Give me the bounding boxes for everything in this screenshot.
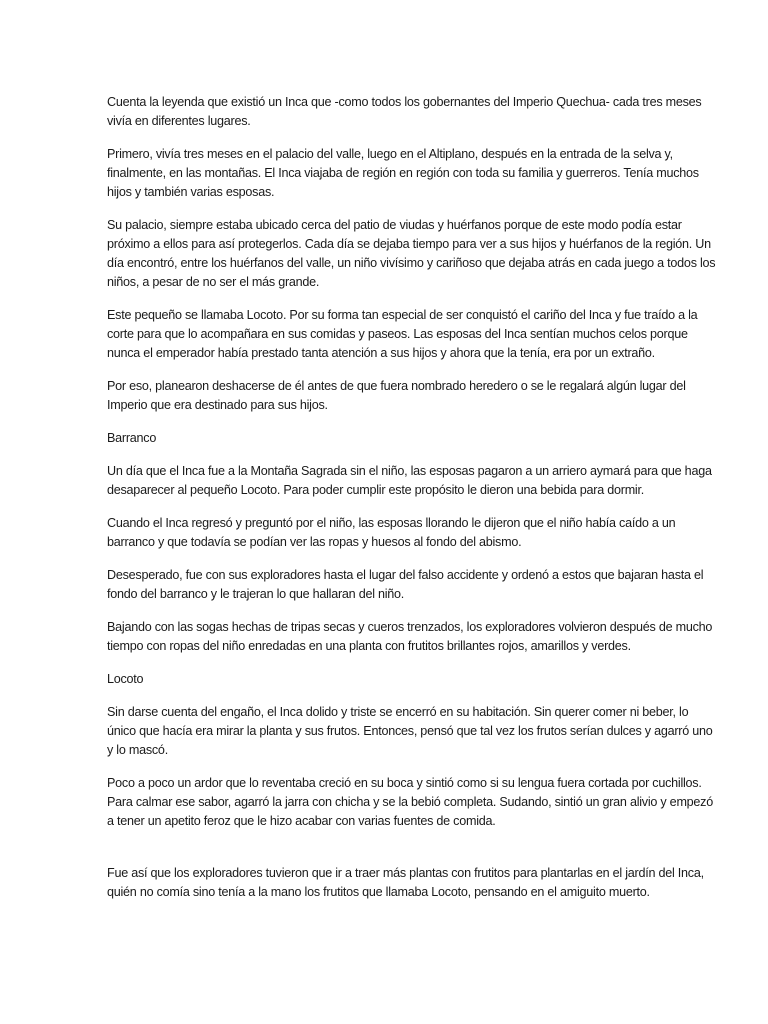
paragraph-ropes: Bajando con las sogas hechas de tripas secas y cueros trenzados, los exploradores volvieron después de mucho tiempo con ropas del niño enredadas en una planta con frutitos brillantes rojos, amarillos y verdes. — [107, 620, 713, 653]
paragraph-ending: Fue así que los exploradores tuvieron que ir a traer más plantas con frutitos para plantarlas en el jardín del Inca, quién no comía sino tenía a la mano los frutitos que llamaba Locoto, pensando en el amiguito muerto. — [107, 866, 704, 899]
paragraph-palace: Su palacio, siempre estaba ubicado cerca del patio de viudas y huérfanos porque de este modo podía estar próximo a ellos para así protegerlos. Cada día se dejaba tiempo para ver a sus hijos y huérfanos de la región. Un día encontró, entre los huérfanos del valle, un niño vivísimo y cariñoso que dejaba atrás en cada juego a todos los niños, a pesar de no ser el más grande. — [107, 218, 716, 289]
section-heading-barranco: Barranco — [107, 431, 157, 445]
paragraph-plan: Por eso, planearon deshacerse de él antes de que fuera nombrado heredero o se le regalará algún lugar del Imperio que era destinado para sus hijos. — [107, 379, 686, 412]
paragraph-explorers: Desesperado, fue con sus exploradores hasta el lugar del falso accidente y ordenó a estos que bajaran hasta el fondo del barranco y le trajeran lo que hallaran del niño. — [107, 568, 704, 601]
paragraph-return: Cuando el Inca regresó y preguntó por el niño, las esposas llorando le dijeron que el niño había caído a un barranco y que todavía se podían ver las ropas y huesos al fondo del abismo. — [107, 516, 676, 549]
paragraph-mountain: Un día que el Inca fue a la Montaña Sagrada sin el niño, las esposas pagaron a un arriero aymará para que haga desaparecer al pequeño Locoto. Para poder cumplir este propósito le dieron una bebida para dormir. — [107, 464, 712, 497]
paragraph-locoto-court: Este pequeño se llamaba Locoto. Por su forma tan especial de ser conquistó el cariño del Inca y fue traído a la corte para que lo acompañara en sus comidas y paseos. Las esposas del Inca sentían muchos celos porque nunca el emperador había prestado tanta atención a sus hijos y ahora que la tenía, era por un extraño. — [107, 308, 698, 360]
section-heading-locoto: Locoto — [107, 672, 144, 686]
paragraph-intro: Cuenta la leyenda que existió un Inca que -como todos los gobernantes del Imperio Quechua- cada tres meses vivía en diferentes lugares. — [107, 95, 702, 128]
document-body — [107, 93, 719, 916]
paragraph-burning: Poco a poco un ardor que lo reventaba creció en su boca y sintió como si su lengua fuera cortada por cuchillos. Para calmar ese sabor, agarró la jarra con chicha y se la bebió completa. Sudando, sintió un gran alivio y empezó a tener un apetito feroz que le hizo acabar con varias fuentes de comida. — [107, 776, 713, 828]
paragraph-deception: Sin darse cuenta del engaño, el Inca dolido y triste se encerró en su habitación. Sin querer comer ni beber, lo único que hacía era mirar la planta y sus frutos. Entonces, pensó que tal vez los frutos serían dulces y agarró uno y lo mascó. — [107, 705, 713, 757]
paragraph-travels: Primero, vivía tres meses en el palacio del valle, luego en el Altiplano, después en la entrada de la selva y, finalmente, en las montañas. El Inca viajaba de región en región con toda su familia y guerreros. Tenía muchos hijos y también varias esposas. — [107, 147, 699, 199]
